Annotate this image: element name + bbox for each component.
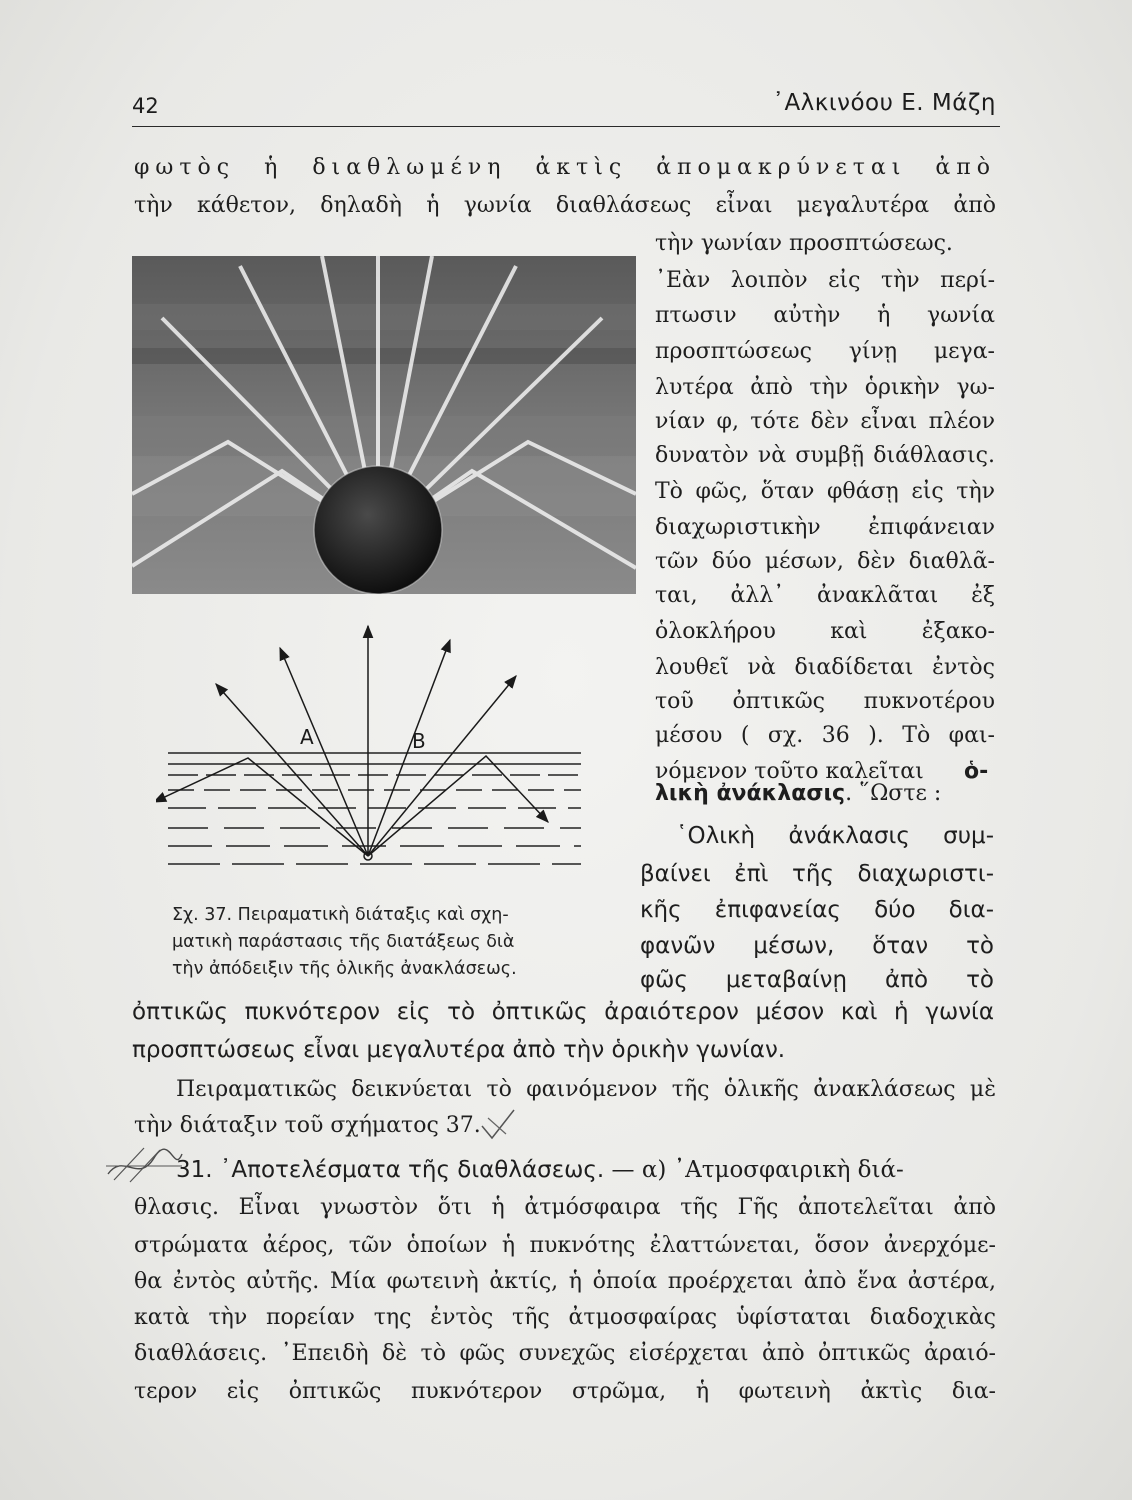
figure-caption-2: ματικὴ παράστασις τῆς διατάξεως διὰ [172, 932, 515, 952]
section-number: 31. [176, 1157, 213, 1183]
rule-line: φῶς μεταβαίνῃ ἀπὸ τὸ [640, 967, 994, 993]
right-column-line: τῶν δύο μέσων, δὲν διαθλᾶ- [655, 549, 995, 574]
photograph-image [132, 256, 636, 594]
section-title: ᾿Αποτελέσματα τῆς διαθλάσεως. [219, 1157, 605, 1183]
rule-line: φανῶν μέσων, ὅταν τὸ [640, 933, 994, 959]
running-head: ᾿Αλκινόου Ε. Μάζη [772, 90, 996, 116]
right-column-line: δυνατὸν νὰ συμβῇ διάθλασις. [655, 443, 995, 468]
experiment-line-1: Πειραματικῶς δεικνύεται τὸ φαινόμενον τῆς ὁλικῆς ἀνακλάσεως μὲ [176, 1077, 996, 1102]
right-column-line: νίαν φ, τότε δὲν εἶναι πλέον [655, 409, 995, 434]
body-line-1: φωτὸς ἡ διαθλωμένη ἀκτὶς ἀπομακρύνεται ἀπὸ [134, 155, 996, 180]
section-body-line: στρώματα ἀέρος, τῶν ὁποίων ἡ πυκνότης ἐλαττώνεται, ὅσον ἀνερχόμε- [134, 1233, 996, 1258]
page-number: 42 [132, 94, 159, 118]
term-text: λικὴ ἀνάκλασις [655, 781, 846, 806]
section-heading-line [176, 1152, 996, 1188]
figure-caption-3: τὴν ἀπόδειξιν τῆς ὁλικῆς ἀνακλάσεως. [172, 959, 517, 979]
right-column-line: ὁλοκλήρου καὶ ἐξακο- [655, 619, 995, 644]
right-column-line: διαχωριστικὴν ἐπιφάνειαν [655, 515, 995, 540]
label-a: A [300, 725, 314, 749]
section-body-line: θα ἐντὸς αὐτῆς. Μία φωτεινὴ ἀκτίς, ἡ ὁποία προέρχεται ἀπὸ ἕνα ἀστέρα, [134, 1269, 996, 1294]
right-column-line: πτωσιν αὐτὴν ἡ γωνία [655, 303, 995, 328]
label-b: B [412, 729, 426, 753]
right-column-line: τὴν γωνίαν προσπτώσεως. [655, 231, 953, 256]
handwritten-scribble-mark [104, 1144, 184, 1186]
right-column-line: ται, ἀλλ᾿ ἀνακλᾶται ἐξ [655, 583, 995, 608]
rule-line: βαίνει ἐπὶ τῆς διαχωριστι- [640, 861, 994, 887]
section-body-line: θλασις. Εἶναι γνωστὸν ὅτι ἡ ἀτμόσφαιρα τῆς Γῆς ἀποτελεῖται ἀπὸ [134, 1195, 996, 1220]
right-column-line: ᾿Εὰν λοιπὸν εἰς τὴν περί- [655, 268, 995, 293]
term-first-part: ὁ- [964, 759, 989, 784]
figure-caption-1: Σχ. 37. Πειραματικὴ διάταξις καὶ σχη- [172, 905, 509, 925]
experiment-line-2: τὴν διάταξιν τοῦ σχήματος 37. [134, 1113, 481, 1138]
handwritten-check-mark [478, 1108, 518, 1142]
rule-line-full-2: προσπτώσεως εἶναι μεγαλυτέρα ἀπὸ τὴν ὁρικὴν γωνίαν. [132, 1037, 786, 1063]
section-body-line: κατὰ τὴν πορείαν της ἐντὸς τῆς ἀτμοσφαίρας ὑφίσταται διαδοχικὰς [134, 1305, 996, 1330]
total-reflection-diagram [156, 618, 586, 890]
right-column-line: τοῦ ὀπτικῶς πυκνοτέρου [655, 689, 995, 714]
right-column-line: Τὸ φῶς, ὅταν φθάσῃ εἰς τὴν [655, 479, 995, 504]
experiment-photograph [132, 256, 636, 594]
light-rays [156, 626, 548, 856]
rule-line: κῆς ἐπιφανείας δύο δια- [640, 897, 994, 923]
rule-line: ῾Ολικὴ ἀνάκλασις συμ- [676, 823, 994, 849]
term-line [655, 776, 995, 812]
right-column-line: νόμενον τοῦτο καλεῖται [655, 759, 924, 784]
diagram-svg [156, 618, 586, 890]
right-column-line: λυτέρα ἀπὸ τὴν ὁρικὴν γω- [655, 375, 995, 400]
rule-line-full-1: ὀπτικῶς πυκνότερον εἰς τὸ ὀπτικῶς ἀραιότερον μέσον καὶ ἡ γωνία [132, 999, 994, 1025]
term-after: . ῞Ωστε : [845, 781, 942, 806]
right-column-line: προσπτώσεως γίνῃ μεγα- [655, 339, 995, 364]
right-column-line: μέσου ( σχ. 36 ). Τὸ φαι- [655, 723, 995, 748]
page-header [132, 86, 1000, 127]
right-column-line: λουθεῖ νὰ διαδίδεται ἐντὸς [655, 655, 995, 680]
section-subtitle: — α) ᾿Ατμοσφαιρικὴ διά- [611, 1157, 904, 1183]
section-body-line: τερον εἰς ὀπτικῶς πυκνότερον στρῶμα, ἡ φωτεινὴ ἀκτὶς δια- [134, 1379, 996, 1404]
body-line-2: τὴν κάθετον, δηλαδὴ ἡ γωνία διαθλάσεως εἶναι μεγαλυτέρα ἀπὸ [134, 193, 996, 218]
section-body-line: διαθλάσεις. ᾿Επειδὴ δὲ τὸ φῶς συνεχῶς εἰσέρχεται ἀπὸ ὀπτικῶς ἀραιό- [134, 1341, 996, 1366]
